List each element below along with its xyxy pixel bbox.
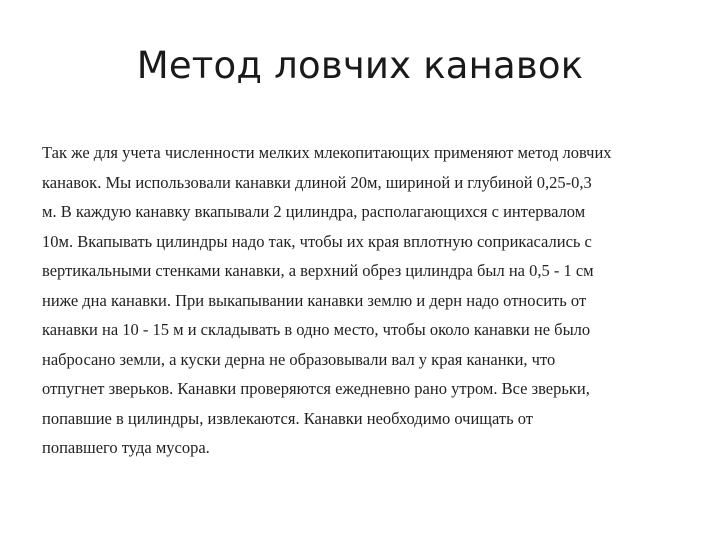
body-line-8: набросано земли, а куски дерна не образовывали вал у края кананки, что (42, 349, 556, 369)
body-line-1: Так же для учета численности мелких млекопитающих применяют метод ловчих (42, 143, 612, 162)
body-line-5: вертикальными стенками канавки, а верхний обрез цилиндра был на 0,5 - 1 см (42, 261, 594, 280)
slide-title: Метод ловчих канавок (136, 44, 584, 87)
body-line-9: отпугнет зверьков. Канавки проверяются ежедневно рано утром. Все зверьки, (42, 379, 590, 398)
slide-body-paragraph (42, 138, 710, 463)
body-line-3: м. В каждую канавку вкапывали 2 цилиндра, располагающихся с интервалом (42, 202, 586, 221)
body-line-2: канавок. Мы использовали канавки длиной 20м, шириной и глубиной 0,25-0,3 (42, 172, 592, 192)
body-line-10: попавшие в цилиндры, извлекаются. Канавки необходимо очищать от (42, 408, 534, 428)
body-line-6: ниже дна канавки. При выкапывании канавки землю и дерн надо относить от (42, 290, 587, 310)
body-line-4: 10м. Вкапывать цилиндры надо так, чтобы их края вплотную соприкасались с (42, 231, 592, 251)
body-line-7: канавки на 10 - 15 м и складывать в одно место, чтобы около канавки не было (42, 320, 591, 339)
body-line-11: попавшего туда мусора. (42, 438, 210, 457)
